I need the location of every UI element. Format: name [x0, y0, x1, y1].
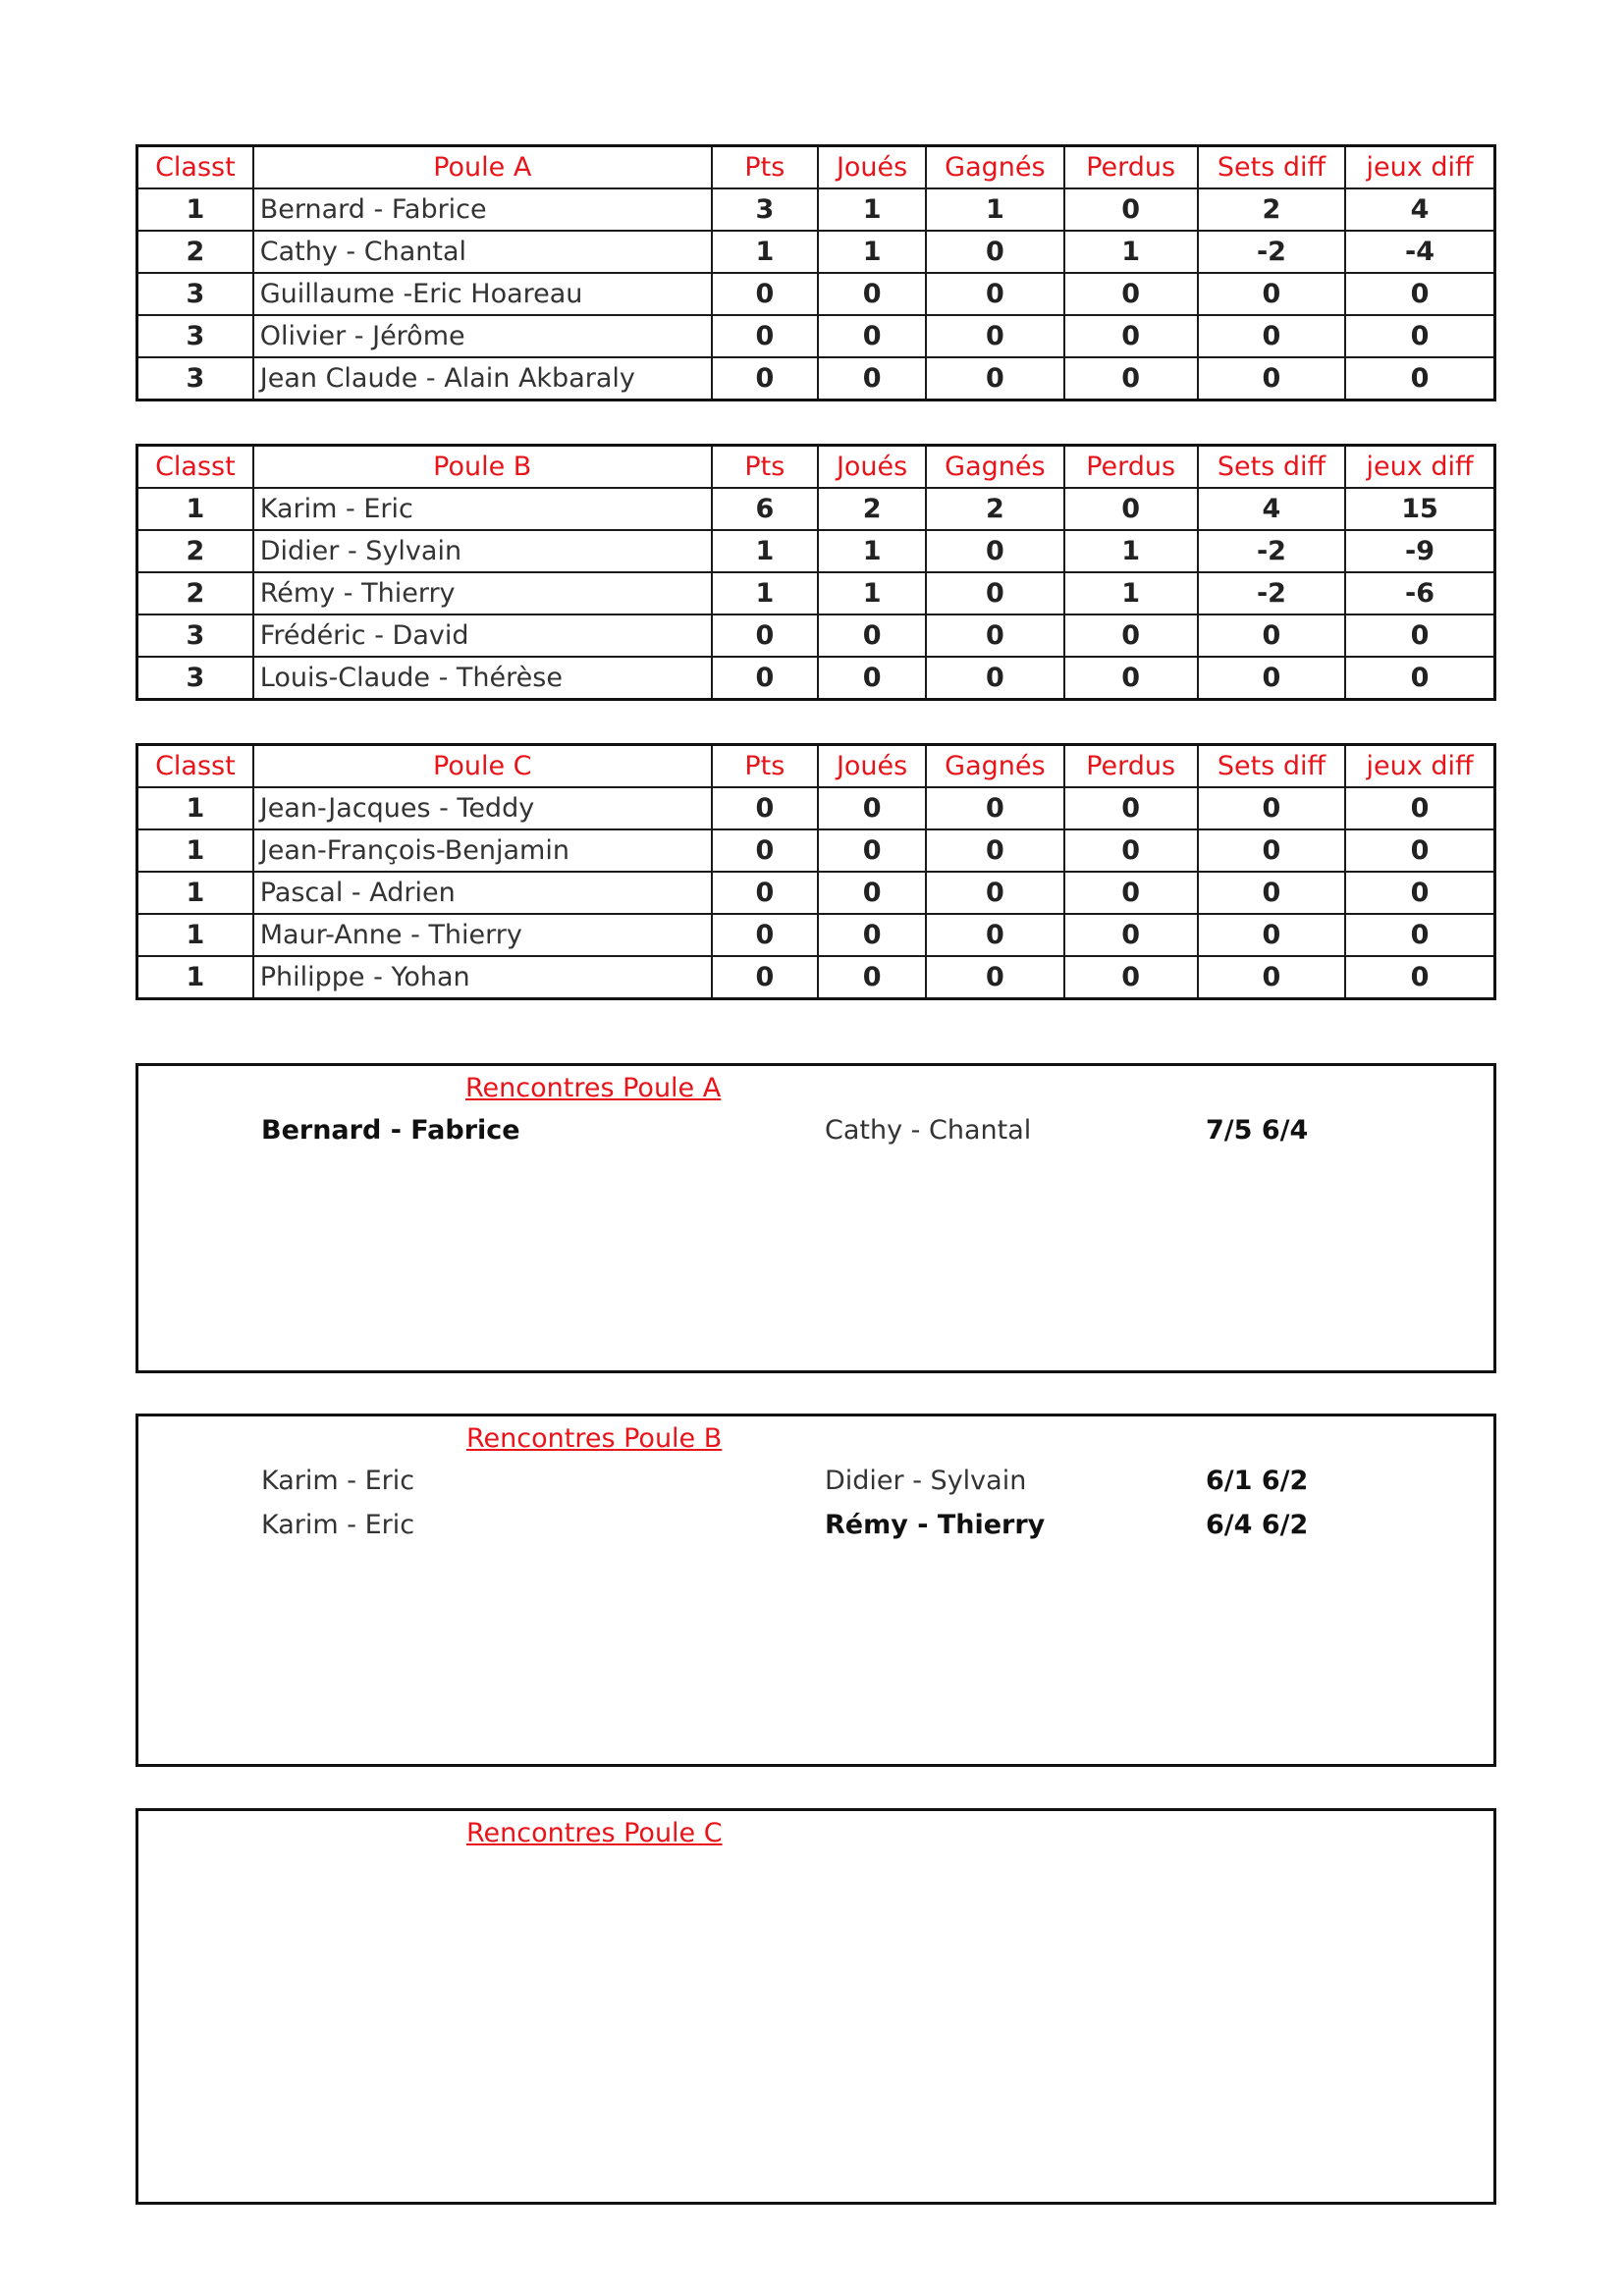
cell-team: Karim - Eric	[253, 488, 712, 530]
cell-joues: 0	[818, 872, 926, 914]
cell-gagnes: 0	[926, 914, 1063, 956]
match-team1: Karim - Eric	[261, 1510, 415, 1540]
cell-team: Bernard - Fabrice	[253, 188, 712, 231]
cell-pts: 0	[712, 614, 818, 657]
cell-classt: 1	[137, 872, 253, 914]
match-team2: Cathy - Chantal	[825, 1115, 1032, 1146]
cell-classt: 1	[137, 787, 253, 829]
cell-gagnes: 0	[926, 956, 1063, 999]
cell-joues: 0	[818, 315, 926, 357]
standings-table-poule-c	[135, 743, 1496, 1000]
cell-joues: 0	[818, 614, 926, 657]
cell-classt: 3	[137, 273, 253, 315]
cell-pts: 1	[712, 530, 818, 572]
match-score: 6/1 6/2	[1206, 1466, 1309, 1496]
cell-perdus: 0	[1064, 488, 1198, 530]
cell-gagnes: 0	[926, 357, 1063, 400]
table-header-row	[137, 745, 1495, 788]
cell-joues: 1	[818, 188, 926, 231]
cell-perdus: 1	[1064, 572, 1198, 614]
cell-joues: 0	[818, 787, 926, 829]
cell-sets-diff: 0	[1198, 956, 1345, 999]
cell-team: Pascal - Adrien	[253, 872, 712, 914]
cell-joues: 1	[818, 231, 926, 273]
cell-team: Guillaume -Eric Hoareau	[253, 273, 712, 315]
standings-area	[135, 144, 1496, 1042]
header-pts: Pts	[712, 745, 818, 788]
table-row	[137, 188, 1495, 231]
cell-classt: 2	[137, 231, 253, 273]
cell-pts: 0	[712, 315, 818, 357]
cell-sets-diff: 0	[1198, 315, 1345, 357]
match-row	[138, 1109, 1493, 1152]
header-jeux-diff: jeux diff	[1345, 146, 1494, 189]
cell-pts: 1	[712, 572, 818, 614]
cell-perdus: 0	[1064, 829, 1198, 872]
cell-jeux-diff: 0	[1345, 357, 1494, 400]
cell-jeux-diff: 0	[1345, 273, 1494, 315]
standings-table-poule-b	[135, 444, 1496, 701]
cell-joues: 0	[818, 914, 926, 956]
header-pts: Pts	[712, 146, 818, 189]
cell-joues: 1	[818, 530, 926, 572]
cell-perdus: 0	[1064, 872, 1198, 914]
cell-pts: 0	[712, 872, 818, 914]
table-row	[137, 572, 1495, 614]
rencontres-poule-a-box	[135, 1063, 1496, 1373]
header-classt: Classt	[137, 146, 253, 189]
match-row	[138, 1460, 1493, 1503]
cell-gagnes: 0	[926, 829, 1063, 872]
cell-jeux-diff: 4	[1345, 188, 1494, 231]
header-poule: Poule C	[253, 745, 712, 788]
table-row	[137, 956, 1495, 999]
cell-perdus: 0	[1064, 956, 1198, 999]
table-row	[137, 657, 1495, 700]
cell-classt: 3	[137, 657, 253, 700]
cell-jeux-diff: 0	[1345, 315, 1494, 357]
cell-sets-diff: 0	[1198, 872, 1345, 914]
cell-perdus: 0	[1064, 657, 1198, 700]
header-joues: Joués	[818, 146, 926, 189]
cell-classt: 1	[137, 956, 253, 999]
cell-pts: 0	[712, 357, 818, 400]
table-row	[137, 273, 1495, 315]
cell-classt: 1	[137, 914, 253, 956]
cell-perdus: 0	[1064, 315, 1198, 357]
cell-gagnes: 0	[926, 273, 1063, 315]
cell-joues: 1	[818, 572, 926, 614]
cell-perdus: 0	[1064, 614, 1198, 657]
table-row	[137, 488, 1495, 530]
match-team1: Karim - Eric	[261, 1466, 415, 1496]
cell-sets-diff: 4	[1198, 488, 1345, 530]
cell-sets-diff: -2	[1198, 572, 1345, 614]
standings-table-poule-a	[135, 144, 1496, 401]
match-team1: Bernard - Fabrice	[261, 1115, 520, 1146]
header-joues: Joués	[818, 446, 926, 489]
cell-jeux-diff: 0	[1345, 614, 1494, 657]
header-gagnes: Gagnés	[926, 745, 1063, 788]
cell-sets-diff: 0	[1198, 357, 1345, 400]
cell-classt: 3	[137, 357, 253, 400]
cell-jeux-diff: 0	[1345, 914, 1494, 956]
cell-gagnes: 0	[926, 530, 1063, 572]
cell-sets-diff: 0	[1198, 273, 1345, 315]
cell-team: Philippe - Yohan	[253, 956, 712, 999]
table-row	[137, 231, 1495, 273]
cell-jeux-diff: 0	[1345, 829, 1494, 872]
cell-jeux-diff: 0	[1345, 956, 1494, 999]
cell-gagnes: 0	[926, 231, 1063, 273]
cell-sets-diff: -2	[1198, 530, 1345, 572]
header-classt: Classt	[137, 446, 253, 489]
header-sets-diff: Sets diff	[1198, 446, 1345, 489]
header-poule: Poule A	[253, 146, 712, 189]
cell-pts: 0	[712, 273, 818, 315]
cell-team: Jean-François-Benjamin	[253, 829, 712, 872]
cell-pts: 6	[712, 488, 818, 530]
table-row	[137, 787, 1495, 829]
cell-perdus: 0	[1064, 914, 1198, 956]
cell-team: Cathy - Chantal	[253, 231, 712, 273]
cell-jeux-diff: -9	[1345, 530, 1494, 572]
header-gagnes: Gagnés	[926, 446, 1063, 489]
cell-joues: 0	[818, 273, 926, 315]
header-sets-diff: Sets diff	[1198, 745, 1345, 788]
cell-classt: 2	[137, 572, 253, 614]
match-score: 7/5 6/4	[1206, 1115, 1309, 1146]
table-row	[137, 530, 1495, 572]
cell-perdus: 1	[1064, 231, 1198, 273]
cell-team: Jean-Jacques - Teddy	[253, 787, 712, 829]
header-perdus: Perdus	[1064, 446, 1198, 489]
table-row	[137, 315, 1495, 357]
header-perdus: Perdus	[1064, 146, 1198, 189]
cell-gagnes: 0	[926, 787, 1063, 829]
table-row	[137, 914, 1495, 956]
cell-perdus: 0	[1064, 787, 1198, 829]
cell-sets-diff: 0	[1198, 914, 1345, 956]
header-poule: Poule B	[253, 446, 712, 489]
rencontres-poule-c-title: Rencontres Poule C	[466, 1818, 723, 1848]
cell-team: Frédéric - David	[253, 614, 712, 657]
cell-classt: 1	[137, 188, 253, 231]
cell-classt: 1	[137, 829, 253, 872]
header-jeux-diff: jeux diff	[1345, 745, 1494, 788]
cell-sets-diff: 2	[1198, 188, 1345, 231]
match-score: 6/4 6/2	[1206, 1510, 1309, 1540]
cell-sets-diff: 0	[1198, 829, 1345, 872]
cell-joues: 2	[818, 488, 926, 530]
cell-gagnes: 1	[926, 188, 1063, 231]
match-row	[138, 1504, 1493, 1547]
cell-perdus: 0	[1064, 188, 1198, 231]
cell-gagnes: 0	[926, 614, 1063, 657]
cell-joues: 0	[818, 956, 926, 999]
header-pts: Pts	[712, 446, 818, 489]
cell-sets-diff: -2	[1198, 231, 1345, 273]
header-sets-diff: Sets diff	[1198, 146, 1345, 189]
cell-jeux-diff: -6	[1345, 572, 1494, 614]
cell-team: Jean Claude - Alain Akbaraly	[253, 357, 712, 400]
header-gagnes: Gagnés	[926, 146, 1063, 189]
cell-gagnes: 0	[926, 872, 1063, 914]
cell-pts: 0	[712, 829, 818, 872]
cell-classt: 3	[137, 315, 253, 357]
cell-classt: 1	[137, 488, 253, 530]
cell-gagnes: 0	[926, 572, 1063, 614]
match-team2: Didier - Sylvain	[825, 1466, 1027, 1496]
cell-pts: 0	[712, 914, 818, 956]
table-header-row	[137, 146, 1495, 189]
rencontres-poule-b-title: Rencontres Poule B	[466, 1423, 723, 1454]
table-row	[137, 357, 1495, 400]
cell-pts: 1	[712, 231, 818, 273]
cell-team: Olivier - Jérôme	[253, 315, 712, 357]
cell-team: Maur-Anne - Thierry	[253, 914, 712, 956]
rencontres-poule-b-box	[135, 1414, 1496, 1767]
cell-sets-diff: 0	[1198, 657, 1345, 700]
cell-gagnes: 0	[926, 315, 1063, 357]
cell-gagnes: 0	[926, 657, 1063, 700]
table-header-row	[137, 446, 1495, 489]
header-classt: Classt	[137, 745, 253, 788]
cell-jeux-diff: 0	[1345, 657, 1494, 700]
cell-joues: 0	[818, 829, 926, 872]
cell-sets-diff: 0	[1198, 614, 1345, 657]
cell-perdus: 0	[1064, 273, 1198, 315]
cell-joues: 0	[818, 657, 926, 700]
cell-gagnes: 2	[926, 488, 1063, 530]
cell-jeux-diff: -4	[1345, 231, 1494, 273]
cell-pts: 0	[712, 657, 818, 700]
cell-team: Rémy - Thierry	[253, 572, 712, 614]
cell-classt: 3	[137, 614, 253, 657]
table-row	[137, 872, 1495, 914]
header-perdus: Perdus	[1064, 745, 1198, 788]
cell-pts: 0	[712, 787, 818, 829]
table-row	[137, 829, 1495, 872]
rencontres-poule-c-box	[135, 1808, 1496, 2205]
header-joues: Joués	[818, 745, 926, 788]
cell-team: Louis-Claude - Thérèse	[253, 657, 712, 700]
cell-jeux-diff: 0	[1345, 787, 1494, 829]
cell-jeux-diff: 0	[1345, 872, 1494, 914]
cell-perdus: 0	[1064, 357, 1198, 400]
match-team2: Rémy - Thierry	[825, 1510, 1046, 1540]
rencontres-poule-a-title: Rencontres Poule A	[465, 1073, 722, 1103]
header-jeux-diff: jeux diff	[1345, 446, 1494, 489]
cell-joues: 0	[818, 357, 926, 400]
table-row	[137, 614, 1495, 657]
cell-sets-diff: 0	[1198, 787, 1345, 829]
cell-pts: 0	[712, 956, 818, 999]
cell-classt: 2	[137, 530, 253, 572]
cell-perdus: 1	[1064, 530, 1198, 572]
cell-pts: 3	[712, 188, 818, 231]
cell-team: Didier - Sylvain	[253, 530, 712, 572]
cell-jeux-diff: 15	[1345, 488, 1494, 530]
